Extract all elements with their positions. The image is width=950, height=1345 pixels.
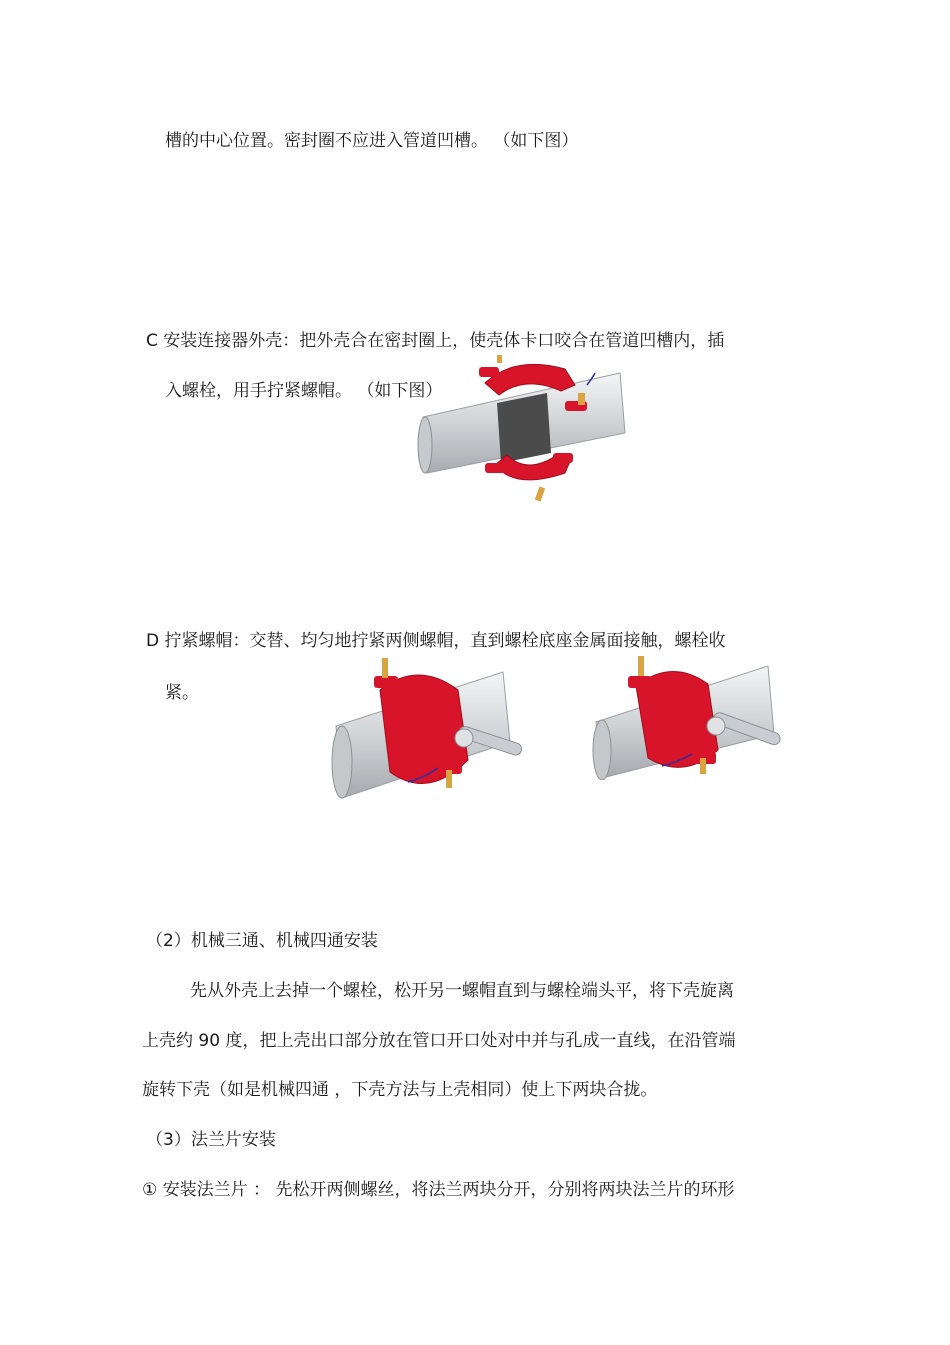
text-line-3: 入螺栓，用手拧紧螺帽。 （如下图） xyxy=(165,381,443,401)
tighten-figure-left xyxy=(328,650,523,800)
section-heading-mechanical-tee: （2）机械三通、机械四通安装 xyxy=(146,931,378,951)
coupling-install-figure xyxy=(415,355,630,505)
text-line-5: 紧。 xyxy=(165,683,199,703)
text-line-8: 上壳约 90 度，把上壳出口部分放在管口开口处对中并与孔成一直线，在沿管端 xyxy=(142,1031,736,1051)
section-heading-flange: （3）法兰片安装 xyxy=(146,1130,276,1150)
text-line-11: ① 安装法兰片 ： 先松开两侧螺丝，将法兰两块分开，分别将两块法兰片的环形 xyxy=(142,1180,735,1200)
text-line-1: 槽的中心位置。密封圈不应进入管道凹槽。 （如下图） xyxy=(165,131,579,151)
text-line-2: C 安装连接器外壳：把外壳合在密封圈上，使壳体卡口咬合在管道凹槽内，插 xyxy=(146,331,725,351)
text-line-9: 旋转下壳（如是机械四通 ，下壳方法与上壳相同）使上下两块合拢。 xyxy=(142,1080,658,1100)
tighten-figure-right xyxy=(590,650,785,780)
text-line-7: 先从外壳上去掉一个螺栓，松开另一螺帽直到与螺栓端头平，将下壳旋离 xyxy=(190,981,734,1001)
text-line-4: D 拧紧螺帽：交替、均匀地拧紧两侧螺帽，直到螺栓底座金属面接触，螺栓收 xyxy=(146,631,726,651)
